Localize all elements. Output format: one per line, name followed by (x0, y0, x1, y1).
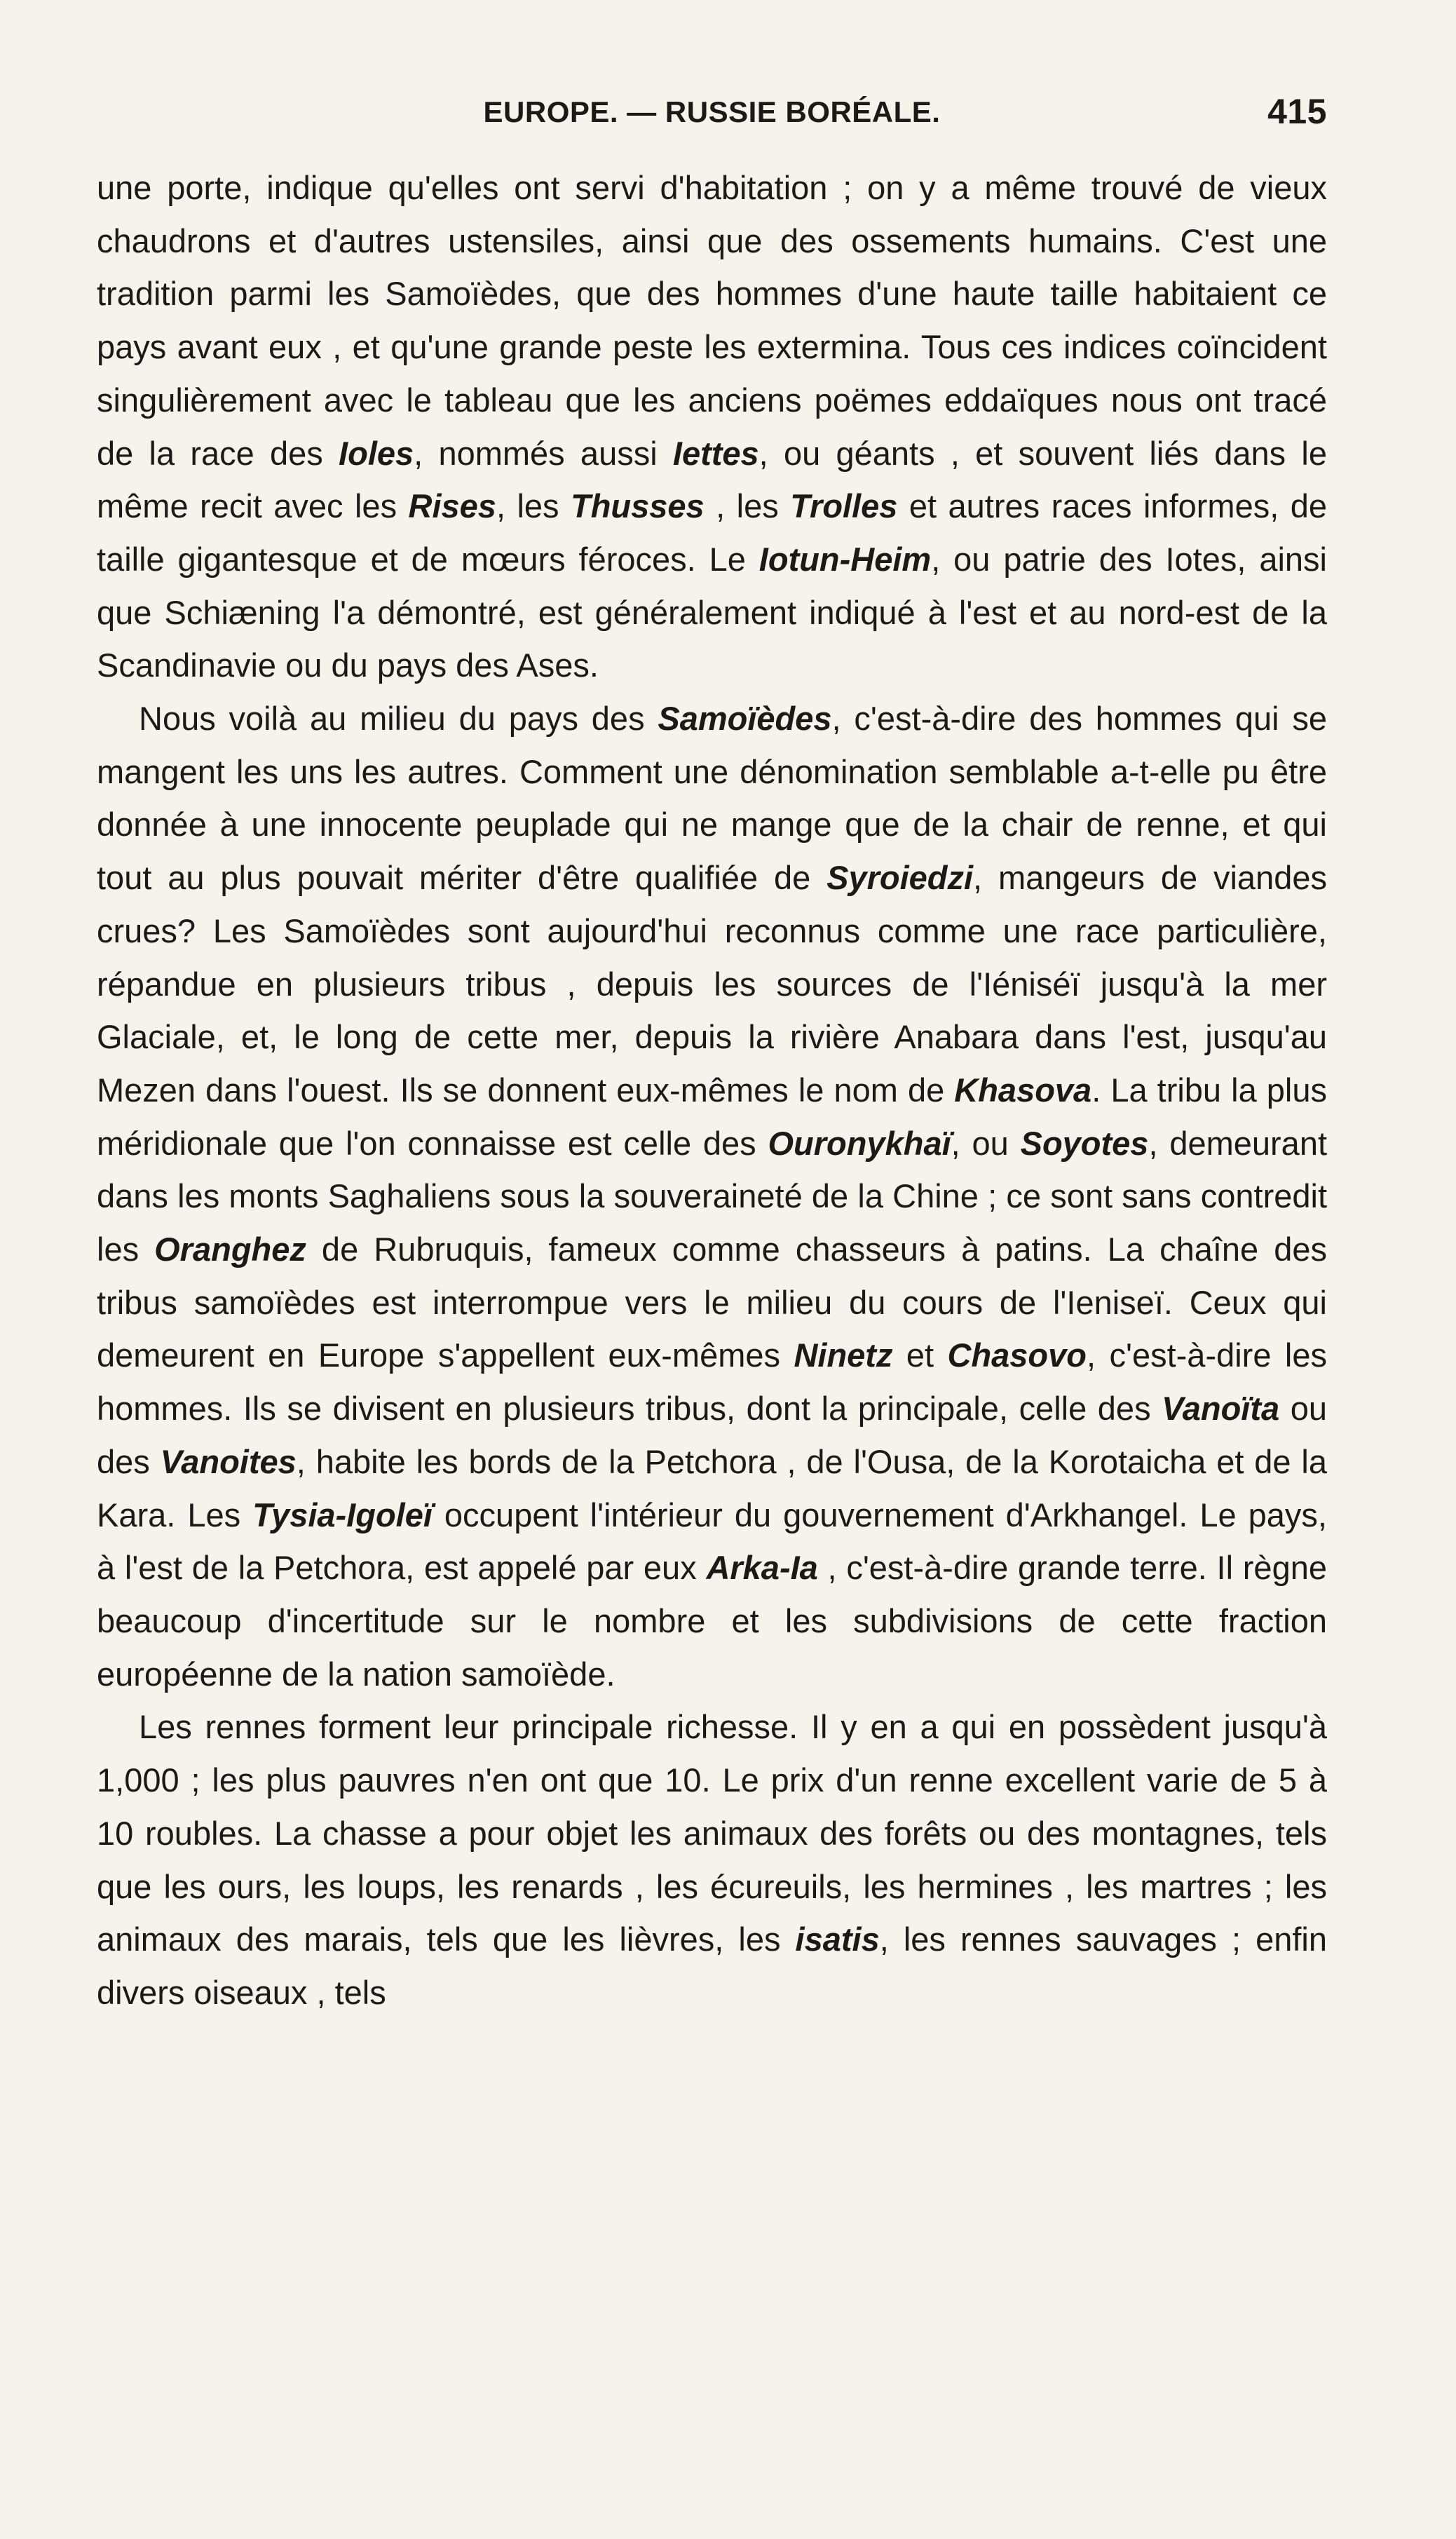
text-run: , c'est-à-dire les hommes. Ils se divisent en plusieurs tribus, dont la principale, celle des (97, 1336, 1327, 1428)
text-run: , demeurant dans les monts Saghaliens sous la souveraineté de la Chine ; ce sont sans contredit les (97, 1124, 1328, 1268)
text-run: Les rennes forment leur principale richesse. Il y en a qui en possèdent jusqu'à 1,000 ; les plus pauvres n'en ont que 10. Le prix d'un renne excellent varie de 5 à 10 roubles. La chasse a pour objet les animaux des forêts ou des montagnes, tels que les ours, les loups, les renards , les écureuils, les hermines , les martres ; les animaux des marais, tels que les lièvres, les (97, 1708, 1327, 1958)
italic-term: Vanoïta (1162, 1390, 1280, 1428)
text-run: et (892, 1336, 948, 1374)
book-page (97, 91, 1327, 2019)
text-run: , ou patrie des Iotes, ainsi que Schiæning l'a démontré, est généralement indiqué à l'est et au nord-est de la Scandinavie ou du pays des Ases. (97, 540, 1327, 684)
text-run: une porte, indique qu'elles ont servi d'habitation ; on y a même trouvé de vieux chaudrons et d'autres ustensiles, ainsi que des ossements humains. C'est une tradition parmi les Samoïèdes, que des hommes d'une haute taille habitaient ce pays avant eux , et qu'une grande peste les extermina. Tous ces indices coïncident singulièrement avec le tableau que les anciens poëmes eddaïques nous ont tracé de la race des (97, 169, 1327, 472)
italic-term: Thusses (571, 487, 705, 525)
text-run: Nous voilà au milieu du pays des (139, 700, 658, 738)
paragraph (97, 161, 1327, 692)
italic-term: Oranghez (154, 1231, 306, 1268)
italic-term: Ninetz (794, 1336, 893, 1374)
text-run: ou des (97, 1390, 1327, 1480)
text-run: , les rennes sauvages ; enfin divers oiseaux , tels (97, 1921, 1327, 2011)
text-run: , mangeurs de viandes crues? Les Samoïèdes sont aujourd'hui reconnus comme une race particulière, répandue en plusieurs tribus , depuis les sources de l'Iéniséï jusqu'à la mer Glaciale, et, le long de cette mer, depuis la rivière Anabara dans l'est, jusqu'au Mezen dans l'ouest. Ils se donnent eux-mêmes le nom de (97, 859, 1327, 1109)
italic-term: Ouronykhaï (768, 1124, 951, 1162)
body-text (97, 161, 1327, 2019)
text-run: , ou (951, 1124, 1021, 1162)
text-run: , nommés aussi (414, 434, 673, 472)
paragraph (97, 1700, 1327, 2019)
text-run: , c'est-à-dire des hommes qui se mangent les uns les autres. Comment une dénomination semblable a-t-elle pu être donnée à une innocente peuplade qui ne mange que de la chair de renne, et qui tout au plus pouvait mériter d'être qualifiée de (97, 700, 1327, 897)
italic-term: Arka-Ia (706, 1549, 818, 1587)
running-title: EUROPE. — RUSSIE BORÉALE. (483, 95, 941, 128)
italic-term: Iotun-Heim (758, 540, 932, 578)
italic-term: Rises (408, 487, 496, 525)
text-run: , habite les bords de la Petchora , de l'Ousa, de la Korotaicha et de la Kara. Les (97, 1442, 1328, 1533)
italic-term: Tysia-Igoleï (252, 1496, 433, 1533)
italic-term: Trolles (790, 487, 898, 525)
page-header (97, 91, 1327, 147)
italic-term: Iettes (672, 434, 759, 472)
text-run: de Rubruquis, fameux comme chasseurs à patins. La chaîne des tribus samoïèdes est interrompue vers le milieu du cours de l'Ieniseï. Ceux qui demeurent en Europe s'appellent eux-mêmes (97, 1231, 1327, 1374)
text-run: , ou géants , et souvent liés dans le même recit avec les (97, 434, 1327, 525)
paragraph (97, 692, 1327, 1700)
text-run: , c'est-à-dire grande terre. Il règne beaucoup d'incertitude sur le nombre et les subdivisions de cette fraction européenne de la nation samoïède. (97, 1549, 1327, 1693)
italic-term: Khasova (954, 1071, 1092, 1109)
italic-term: Vanoites (160, 1442, 297, 1480)
italic-term: Chasovo (947, 1336, 1087, 1374)
text-run: occupent l'intérieur du gouvernement d'Arkhangel. Le pays, à l'est de la Petchora, est appelé par eux (97, 1496, 1327, 1587)
text-run: et autres races informes, de taille gigantesque et de mœurs féroces. Le (97, 487, 1327, 578)
text-run: . La tribu la plus méridionale que l'on connaisse est celle des (97, 1071, 1327, 1162)
page-number: 415 (1267, 92, 1327, 131)
text-run: , les (496, 487, 571, 525)
text-run: , les (704, 487, 791, 525)
italic-term: isatis (795, 1921, 880, 1958)
italic-term: Syroiedzi (826, 859, 974, 897)
italic-term: Samoïèdes (658, 700, 832, 738)
italic-term: Ioles (339, 434, 414, 472)
italic-term: Soyotes (1020, 1124, 1149, 1162)
